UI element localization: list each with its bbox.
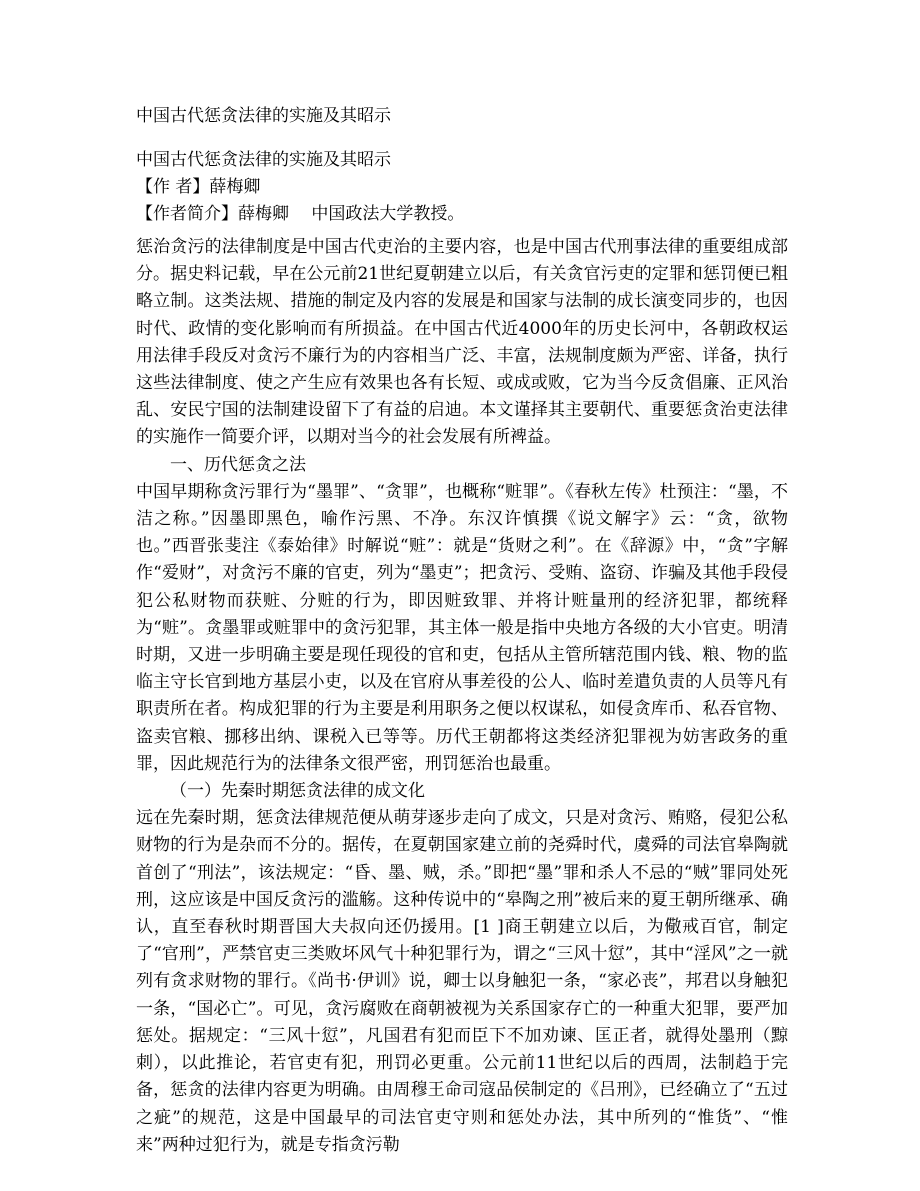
section-heading: 一、历代惩贪之法: [170, 454, 306, 475]
author-line: 【作 者】薛梅卿: [136, 177, 261, 197]
article-header: [136, 147, 464, 228]
paragraph-intro: 惩治贪污的法律制度是中国古代吏治的主要内容，也是中国古代刑事法律的重要组成部分。据史料记载，早在公元前21世纪夏朝建立以后，有关贪官污吏的定罪和惩罚便已粗略立制。这类法规、措施的制定及内容的发展是和国家与法制的成长演变同步的，也因时代、政情的变化影响而有所损益。在中国古代近4000年的历史长河中，各朝政权运用法律手段反对贪污不廉行为的内容相当广泛、丰富，法规制度颇为严密、详备，执行这些法律制度、使之产生应有效果也各有长短、或成或败，它为当今反贪倡廉、正风治乱、安民宁国的法制建设留下了有益的启迪。本文谨择其主要朝代、重要惩贪治吏法律的实施作一简要介评，以期对当今的社会发展有所裨益。: [136, 237, 788, 448]
article-body: [136, 234, 788, 1159]
paragraph: 远在先秦时期，惩贪法律规范便从萌芽逐步走向了成文，只是对贪污、贿赂，侵犯公私财物的行为是杂而不分的。据传，在夏朝国家建立前的尧舜时代，虞舜的司法官皋陶就首创了“刑法”，该法规定：“昏、墨、贼，杀。”即把“墨”罪和杀人不忌的“贼”罪同处死刑，这应该是中国反贪污的滥觞。这种传说中的“皋陶之刑”被后来的夏王朝所继承、确认，直至春秋时期晋国大夫叔向还仍援用。[1 ]商王朝建立以后，为儆戒百官，制定了“官刑”，严禁官吏三类败坏风气十种犯罪行为，谓之“三风十愆”，其中“淫风”之一就列有贪求财物的罪行。《尚书·伊训》说，卿士以身触犯一条，“家必丧”，邦君以身触犯一条，“国必亡”。可见，贪污腐败在商朝被视为关系国家存亡的一种重大犯罪，要严加惩处。据规定：“三风十愆”，凡国君有犯而臣下不加劝谏、匡正者，就得处墨刑（黥刺），以此推论，若官吏有犯，刑罚必更重。公元前11世纪以后的西周，法制趋于完备，惩贪的法律内容更为明确。由周穆王命司寇品侯制定的《吕刑》，已经确立了“五过之疵”的规范，这是中国最早的司法官吏守则和惩处办法，其中所列的“惟货”、“惟来”两种过犯行为，就是专指贪污勒: [136, 808, 788, 1155]
paragraph: 中国早期称贪污罪行为“墨罪”、“贪罪”，也概称“赃罪”。《春秋左传》杜预注：“墨，不洁之称。”因墨即黑色，喻作污黑、不净。东汉许慎撰《说文解字》云：“贪，欲物也。”西晋张斐注《泰始律》时解说“赃”：就是“货财之利”。在《辞源》中，“贪”字解作“爱财”，对贪污不廉的官吏，列为“墨吏”；把贪污、受贿、盗窃、诈骗及其他手段侵犯公私财物而获赃、分赃的行为，即因赃致罪、并将计赃量刑的经济犯罪，都统释为“赃”。贪墨罪或赃罪中的贪污犯罪，其主体一般是指中央地方各级的大小官吏。明清时期，又进一步明确主要是现任现役的官和吏，包括从主管所辖范围内钱、粮、物的监临主守长官到地方基层小吏，以及在官府从事差役的公人、临时差遣负责的人员等凡有职责所在者。构成犯罪的行为主要是利用职务之便以权谋私，如侵贪库币、私吞官物、盗卖官粮、挪移出纳、课税入已等等。历代王朝都将这类经济犯罪视为妨害政务的重罪，因此规范行为的法律条文很严密，刑罚惩治也最重。: [136, 481, 788, 774]
document-title: 中国古代惩贪法律的实施及其昭示: [136, 106, 391, 126]
article-subtitle: 中国古代惩贪法律的实施及其昭示: [136, 150, 391, 170]
author-bio: 【作者简介】薛梅卿 中国政法大学教授。: [136, 204, 465, 224]
subsection-heading: （一）先秦时期惩贪法律的成文化: [170, 781, 425, 802]
